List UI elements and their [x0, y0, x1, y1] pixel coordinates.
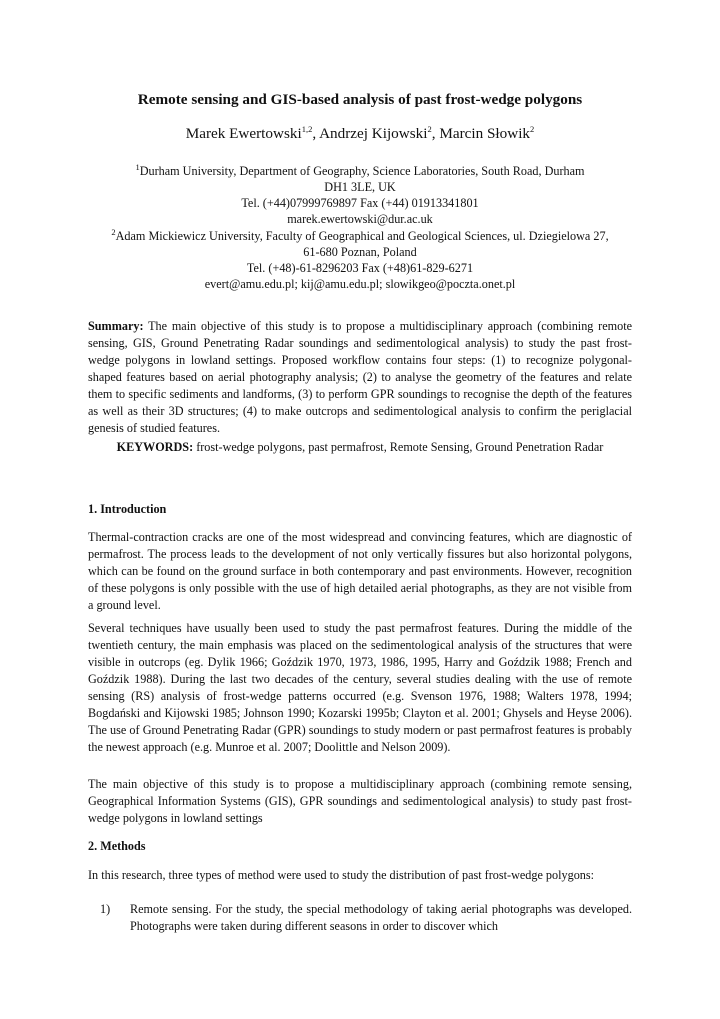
affiliation-2-line-2: 61-680 Poznan, Poland	[303, 245, 417, 259]
affiliation-1-line-1	[86, 163, 634, 179]
summary-paragraph	[88, 318, 632, 437]
introduction-paragraph-3: The main objective of this study is to propose a multidisciplinary approach (combining remote sensing, Geographical Information Systems (GIS), GPR soundings and sedimentological analysis) to study past frost-wedge polygons in lowland settings	[88, 777, 632, 825]
affiliation-2-email: evert@amu.edu.pl; kij@amu.edu.pl; slowikgeo@poczta.onet.pl	[204, 277, 516, 291]
affiliation-2-line-1	[84, 228, 636, 244]
affiliation-mark: 1	[135, 161, 140, 172]
introduction-heading: 1. Introduction	[88, 502, 167, 516]
author-name: Marek Ewertowski	[185, 125, 302, 142]
paper-title: Remote sensing and GIS-based analysis of past frost-wedge polygons	[137, 91, 583, 108]
keywords-line	[88, 439, 632, 456]
list-item-number: 1)	[100, 902, 111, 916]
author-affiliation-mark: 1,2	[301, 123, 313, 134]
affiliation-1-telephone: Tel. (+44)07999769897 Fax (+44) 01913341801	[241, 196, 479, 210]
introduction-paragraph-1: Thermal-contraction cracks are one of the most widespread and convincing features, which are diagnostic of permafrost. The process leads to the development of not only vertically fissures but also horizontal polygons, which can be found on the ground surface in both contemporary and past environments. However, recognition of these polygons is only possible with the use of high detailed aerial photographs, as they are not visible from a ground level.	[88, 530, 632, 612]
methods-list-item	[100, 901, 632, 935]
introduction-paragraph-2: Several techniques have usually been used to study the past permafrost features. During the middle of the twentieth century, the main emphasis was placed on the sedimentological analysis of the structures that were visible in outcrops (eg. Dylik 1966; Goździk 1970, 1973, 1986, 1995, Harry and Goździk 1988; French and Goździk 1988). During the last two decades of the century, several studies dealing with the use of remote sensing (RS) analysis of frost-wedge patterns occurred (e.g. Svenson 1976, 1988; Walters 1978, 1994; Bogdański and Kijowski 1985; Johnson 1990; Kozarski 1995b; Clayton et al. 2001; Ghysels and Heyse 2006). The use of Ground Penetrating Radar (GPR) soundings to study modern or past permafrost features is probably the newest approach (e.g. Munroe et al. 2007; Doolittle and Nelson 2009).	[88, 621, 632, 754]
affiliation-text: Durham University, Department of Geography, Science Laboratories, South Road, Durham	[139, 164, 585, 178]
summary-text: The main objective of this study is to propose a multidisciplinary approach (combining remote sensing, GIS, Ground Penetrating Radar soundings and sedimentological analysis) to study the past frost-wedge polygons in lowland settings. Proposed workflow contains four steps: (1) to recognize polygonal-shaped features based on aerial photography analysis; (2) to analyse the geometry of the features and relate them to specific sediments and landforms, (3) to perform GPR soundings to recognise the depth of the features as well as their 3D structures; (4) to make outcrops and sedimentological analysis to confirm the periglacial genesis of studied features.	[88, 319, 632, 435]
keywords-text: frost-wedge polygons, past permafrost, Remote Sensing, Ground Penetration Radar	[193, 440, 604, 454]
author-affiliation-mark: 2	[427, 123, 432, 134]
methods-heading: 2. Methods	[88, 839, 146, 853]
keywords-label: KEYWORDS:	[116, 440, 194, 454]
author-name: , Marcin Słowik	[431, 125, 531, 142]
affiliation-text: Adam Mickiewicz University, Faculty of Geographical and Geological Sciences, ul. Dziegielowa 27,	[115, 229, 609, 243]
affiliation-2-telephone: Tel. (+48)-61-8296203 Fax (+48)61-829-6271	[246, 261, 474, 275]
author-affiliation-mark: 2	[530, 123, 535, 134]
affiliation-mark: 2	[111, 226, 116, 237]
list-item-text: Remote sensing. For the study, the special methodology of taking aerial photographs was developed. Photographs were taken during different seasons in order to discover which	[130, 902, 632, 933]
summary-label: Summary:	[88, 319, 144, 333]
affiliation-1-line-2: DH1 3LE, UK	[324, 180, 396, 194]
affiliation-1-email: marek.ewertowski@dur.ac.uk	[287, 212, 433, 226]
methods-paragraph-1: In this research, three types of method were used to study the distribution of past frost-wedge polygons:	[88, 868, 595, 882]
author-name: , Andrzej Kijowski	[312, 125, 428, 142]
author-list	[0, 124, 720, 144]
